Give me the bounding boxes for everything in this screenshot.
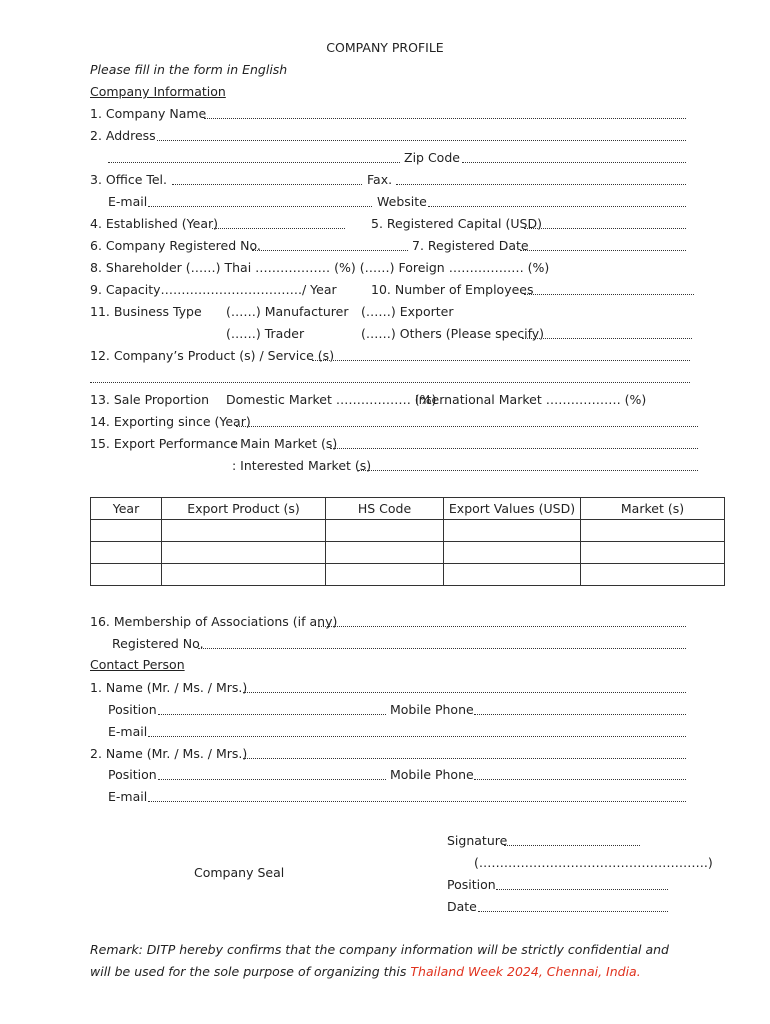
main-market-label: : Main Market (s) (232, 436, 338, 451)
product-service-field-line2[interactable] (90, 382, 690, 383)
contact1-position-field[interactable] (158, 714, 386, 715)
registered-no-label: Registered No. (112, 636, 204, 651)
contact2-email-field[interactable] (148, 801, 686, 802)
signature-name-field[interactable]: (……………………………………………….) (474, 855, 713, 870)
table-header: Market (s) (581, 498, 725, 520)
exporting-since-field[interactable] (236, 426, 698, 427)
contact2-mobile-label: Mobile Phone (390, 767, 474, 782)
table-cell[interactable] (581, 520, 725, 542)
zip-code-field[interactable] (462, 162, 686, 163)
registered-no-field[interactable] (198, 648, 686, 649)
company-name-field[interactable] (204, 118, 686, 119)
table-cell[interactable] (91, 520, 162, 542)
company-registered-no-field[interactable] (252, 250, 408, 251)
table-header: Export Product (s) (162, 498, 326, 520)
table-row (91, 520, 725, 542)
table-cell[interactable] (444, 542, 581, 564)
company-info-heading: Company Information (90, 84, 226, 99)
established-field[interactable] (212, 228, 345, 229)
fax-field[interactable] (396, 184, 686, 185)
remark-line1: Remark: DITP hereby confirms that the company information will be strictly confidential and (90, 942, 669, 957)
contact2-position-label: Position (108, 767, 157, 782)
contact1-email-label: E-mail (108, 724, 148, 739)
registered-date-field[interactable] (520, 250, 686, 251)
address-field-line2[interactable] (108, 162, 400, 163)
registered-date-label: 7. Registered Date (412, 238, 529, 253)
registered-capital-label: 5. Registered Capital (USD) (371, 216, 542, 231)
manufacturer-option[interactable]: (……) Manufacturer (226, 304, 349, 319)
contact2-mobile-field[interactable] (474, 779, 686, 780)
email-field[interactable] (148, 206, 372, 207)
num-employees-field[interactable] (524, 294, 694, 295)
company-name-label: 1. Company Name (90, 106, 207, 121)
num-employees-label: 10. Number of Employees (371, 282, 534, 297)
table-cell[interactable] (326, 564, 444, 586)
contact1-mobile-label: Mobile Phone (390, 702, 474, 717)
membership-label: 16. Membership of Associations (if any) (90, 614, 338, 629)
table-header: Year (91, 498, 162, 520)
page-title: COMPANY PROFILE (326, 40, 444, 55)
main-market-field[interactable] (330, 448, 698, 449)
website-field[interactable] (428, 206, 686, 207)
table-row (91, 542, 725, 564)
zip-code-label: Zip Code (404, 150, 460, 165)
instruction-text: Please fill in the form in English (90, 62, 288, 77)
office-tel-field[interactable] (172, 184, 362, 185)
table-header-row (91, 498, 725, 520)
signature-position-field[interactable] (496, 889, 668, 890)
established-label: 4. Established (Year) (90, 216, 219, 231)
table-cell[interactable] (91, 564, 162, 586)
table-cell[interactable] (326, 520, 444, 542)
contact1-name-label: 1. Name (Mr. / Ms. / Mrs.) (90, 680, 248, 695)
interested-market-field[interactable] (358, 470, 698, 471)
contact1-name-field[interactable] (243, 692, 686, 693)
shareholder-label[interactable]: 8. Shareholder (……) Thai ……………… (%) (……) Foreign ……………… (%) (90, 260, 550, 275)
exporting-since-label: 14. Exporting since (Year) (90, 414, 251, 429)
contact2-name-field[interactable] (243, 758, 686, 759)
table-header: HS Code (326, 498, 444, 520)
international-market-field[interactable]: International Market ……………… (%) (415, 392, 647, 407)
table-cell[interactable] (162, 520, 326, 542)
signature-position-label: Position (447, 877, 496, 892)
contact1-email-field[interactable] (148, 736, 686, 737)
table-cell[interactable] (326, 542, 444, 564)
table-row (91, 564, 725, 586)
signature-label: Signature (447, 833, 508, 848)
remark-line2-text: will be used for the sole purpose of organizing this (90, 964, 411, 979)
contact1-mobile-field[interactable] (474, 714, 686, 715)
contact-person-heading: Contact Person (90, 657, 185, 672)
remark-event-highlight: Thailand Week 2024, Chennai, India. (410, 964, 641, 979)
table-cell[interactable] (581, 564, 725, 586)
table-cell[interactable] (162, 564, 326, 586)
office-tel-label: 3. Office Tel. (90, 172, 168, 187)
fax-label: Fax. (367, 172, 393, 187)
table-cell[interactable] (581, 542, 725, 564)
product-service-field[interactable] (312, 360, 690, 361)
trader-option[interactable]: (……) Trader (226, 326, 305, 341)
email-label: E-mail (108, 194, 148, 209)
website-label: Website (377, 194, 427, 209)
export-performance-label: 15. Export Performance (90, 436, 238, 451)
others-option[interactable]: (……) Others (Please specify) (361, 326, 545, 341)
table-cell[interactable] (91, 542, 162, 564)
table-header: Export Values (USD) (444, 498, 581, 520)
signature-date-label: Date (447, 899, 477, 914)
table-cell[interactable] (444, 520, 581, 542)
membership-field[interactable] (318, 626, 686, 627)
export-table (90, 497, 725, 586)
contact2-position-field[interactable] (158, 779, 386, 780)
contact2-name-label: 2. Name (Mr. / Ms. / Mrs.) (90, 746, 248, 761)
contact1-position-label: Position (108, 702, 157, 717)
interested-market-label: : Interested Market (s) (232, 458, 372, 473)
product-service-label: 12. Company’s Product (s) / Service (s) (90, 348, 335, 363)
capacity-label[interactable]: 9. Capacity……………………………./ Year (90, 282, 337, 297)
address-field[interactable] (157, 140, 686, 141)
sale-proportion-label: 13. Sale Proportion (90, 392, 210, 407)
table-cell[interactable] (162, 542, 326, 564)
company-registered-no-label: 6. Company Registered No. (90, 238, 261, 253)
domestic-market-field[interactable]: Domestic Market ……………… (%) (226, 392, 437, 407)
address-label: 2. Address (90, 128, 156, 143)
company-seal-label: Company Seal (194, 865, 285, 880)
business-type-label: 11. Business Type (90, 304, 202, 319)
others-field[interactable] (522, 338, 692, 339)
remark-line2 (90, 964, 641, 979)
exporter-option[interactable]: (……) Exporter (361, 304, 454, 319)
contact2-email-label: E-mail (108, 789, 148, 804)
signature-date-field[interactable] (478, 911, 668, 912)
signature-field[interactable] (504, 845, 640, 846)
registered-capital-field[interactable] (524, 228, 686, 229)
table-cell[interactable] (444, 564, 581, 586)
